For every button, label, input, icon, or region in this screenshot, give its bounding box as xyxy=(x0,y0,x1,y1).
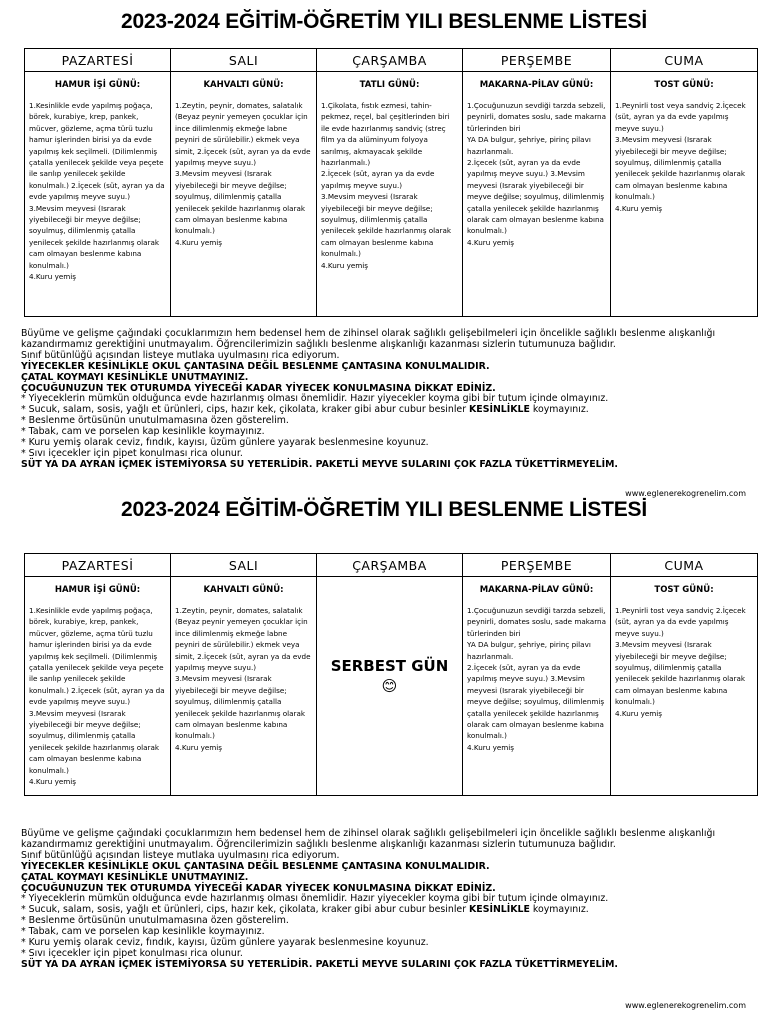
menu-day-items: 1.Kesinlikle evde yapılmış poğaça, börek, kurabiye, krep, pankek, mücver, gözleme, açma türü tuzlu hamur işlerinden birisi ya da evde yapılmış kek seçilmeli. (Dilimlenmiş çatalla yenilecek şekilde veya peçete ile sarılıp yenilecek şekilde konulmalı.) 2.İçecek (süt, ayran ya da evde yapılmış meyve suyu.) 3.Mevsim meyvesi (Israrak yiyebileceği bir meyve değilse; soyulmuş, dilimlenmiş çatalla yenilecek şekilde hazırlanmış olarak cam olmayan beslenme kabına konulmalı.) 4.Kuru yemiş xyxy=(29,606,165,787)
smile-icon: 😊 xyxy=(381,677,398,695)
note-warning: YİYECEKLER KESİNLİKLE OKUL ÇANTASINA DEĞİL BESLENME ÇANTASINA KONULMALIDIR. xyxy=(21,360,490,372)
menu-cell-sali xyxy=(171,72,317,317)
menu-day-theme: TOST GÜNÜ: xyxy=(654,585,714,595)
menu-cell-carsamba xyxy=(317,577,463,796)
day-header-cuma: CUMA xyxy=(611,554,758,577)
day-header-persembe: PERŞEMBE xyxy=(463,554,611,577)
menu-cell-persembe xyxy=(463,72,611,317)
page-title: 2023-2024 EĞİTİM-ÖĞRETİM YILI BESLENME LİSTESİ xyxy=(120,10,648,33)
menu-day-theme: TOST GÜNÜ: xyxy=(654,80,714,90)
menu-day-items: 1.Kesinlikle evde yapılmış poğaça, börek, kurabiye, krep, pankek, mücver, gözleme, açma türü tuzlu hamur işlerinden birisi ya da evde yapılmış kek seçilmeli. (Dilimlenmiş çatalla yenilecek şekilde veya peçete ile sarılıp yenilecek şekilde konulmalı.) 2.İçecek (süt, ayran ya da evde yapılmış meyve suyu.) 3.Mevsim meyvesi (Israrak yiyebileceği bir meyve değilse; soyulmuş, dilimlenmiş çatalla yenilecek şekilde hazırlanmış olarak cam olmayan beslenme kabına konulmalı.) 4.Kuru yemiş xyxy=(29,101,165,282)
menu-cell-pazartesi xyxy=(25,577,171,796)
website-link[interactable]: www.eglenerekogrenelim.com xyxy=(625,489,746,498)
note-bullet: * Tabak, cam ve porselen kap kesinlikle koymayınız. xyxy=(21,426,265,438)
menu-day-theme: HAMUR İŞİ GÜNÜ: xyxy=(54,585,141,595)
note-text: Sınıf bütünlüğü açısından listeye mutlaka uyulmasını rica ediyorum. xyxy=(21,849,340,861)
note-bullet: * Sıvı içecekler için pipet konulması rica olunur. xyxy=(21,447,243,459)
menu-day-items: 1.Çocuğunuzun sevdiği tarzda sebzeli, peynirli, domates soslu, sade makarna türlerinden biri YA DA bulgur, şehriye, pirinç pilavı hazırlanmalı. 2.İçecek (süt, ayran ya da evde yapılmış meyve suyu.) 3.Mevsim meyvesi (Israrak yiyebileceği bir meyve değilse; soyulmuş, dilimlenmiş çatalla yenilecek şekilde hazırlanmış olarak cam olmayan beslenme kabına konulmalı.) 4.Kuru yemiş xyxy=(467,101,607,247)
note-warning: ÇATAL KOYMAYI KESİNLİKLE UNUTMAYINIZ. xyxy=(21,371,249,383)
page-title: 2023-2024 EĞİTİM-ÖĞRETİM YILI BESLENME LİSTESİ xyxy=(120,498,648,521)
menu-day-theme: KAHVALTI GÜNÜ: xyxy=(203,80,284,90)
day-header-persembe: PERŞEMBE xyxy=(463,49,611,72)
note-bullet: * Tabak, cam ve porselen kap kesinlikle koymayınız. xyxy=(21,926,265,938)
menu-day-theme: TATLI GÜNÜ: xyxy=(359,80,420,90)
menu-cell-sali xyxy=(171,577,317,796)
day-header-pazartesi: PAZARTESİ xyxy=(25,49,171,72)
note-warning: ÇOCUĞUNUZUN TEK OTURUMDA YİYECEĞİ KADAR YİYECEK KONULMASINA DİKKAT EDİNİZ. xyxy=(21,382,496,394)
day-header-pazartesi: PAZARTESİ xyxy=(25,554,171,577)
note-warning: ÇATAL KOYMAYI KESİNLİKLE UNUTMAYINIZ. xyxy=(21,871,249,883)
notes-block xyxy=(21,829,756,971)
note-warning: ÇOCUĞUNUZUN TEK OTURUMDA YİYECEĞİ KADAR YİYECEK KONULMASINA DİKKAT EDİNİZ. xyxy=(21,882,496,894)
day-header-carsamba: ÇARŞAMBA xyxy=(317,554,463,577)
menu-day-theme: MAKARNA-PİLAV GÜNÜ: xyxy=(479,585,594,595)
note-text: Sınıf bütünlüğü açısından listeye mutlaka uyulmasını rica ediyorum. xyxy=(21,349,340,361)
menu-day-items: 1.Peynirli tost veya sandviç 2.İçecek (süt, ayran ya da evde yapılmış meyve suyu.) 3.Mevsim meyvesi (Israrak yiyebileceği bir meyve değilse; soyulmuş, dilimlenmiş çatalla yenilecek şekilde hazırlanmış olarak cam olmayan beslenme kabına konulmalı.) 4.Kuru yemiş xyxy=(615,606,746,718)
free-day-label xyxy=(321,657,458,695)
menu-day-items: 1.Çocuğunuzun sevdiği tarzda sebzeli, peynirli, domates soslu, sade makarna türlerinden biri YA DA bulgur, şehriye, pirinç pilavı hazırlanmalı. 2.İçecek (süt, ayran ya da evde yapılmış meyve suyu.) 3.Mevsim meyvesi (Israrak yiyebileceği bir meyve değilse; soyulmuş, dilimlenmiş çatalla yenilecek şekilde hazırlanmış olarak cam olmayan beslenme kabına konulmalı.) 4.Kuru yemiş xyxy=(467,606,607,752)
note-bullet: * Sucuk, salam, sosis, yağlı et ürünleri, cips, hazır kek, çikolata, kraker gibi abur cubur besinler KESİNLİKLE koymayınız. xyxy=(21,904,589,916)
menu-cell-persembe xyxy=(463,577,611,796)
free-day-text: SERBEST GÜN xyxy=(330,657,449,675)
note-bullet: * Beslenme örtüsünün unutulmamasına özen gösterelim. xyxy=(21,415,289,427)
note-bullet: * Yiyeceklerin mümkün olduğunca evde hazırlanmış olması önemlidir. Hazır yiyecekler koyma gibi bir tutum içinde olmayınız. xyxy=(21,393,609,405)
menu-table xyxy=(24,48,758,317)
day-header-carsamba: ÇARŞAMBA xyxy=(317,49,463,72)
menu-cell-pazartesi xyxy=(25,72,171,317)
note-intro: Büyüme ve gelişme çağındaki çocuklarımızın hem bedensel hem de zihinsel olarak sağlıklı gelişebilmeleri için öncelikle sağlıklı beslenme alışkanlığı kazandırmamız gerektiğini unutmayalım. Öğrencilerimizin sağlıklı beslenme alışkanlığı kazanması sizlerin tutumunuza bağlıdır. xyxy=(21,828,716,850)
menu-day-items: 1.Çikolata, fıstık ezmesi, tahin-pekmez, reçel, bal çeşitlerinden biri ile evde hazırlanmış sandviç (streç film ya da alüminyum folyoya sarılmış, akmayacak şekilde hazırlanmalı.) 2.İçecek (süt, ayran ya da evde yapılmış meyve suyu.) 3.Mevsim meyvesi (Israrak yiyebileceği bir meyve değilse; soyulmuş, dilimlenmiş çatalla yenilecek şekilde hazırlanmış olarak cam olmayan beslenme kabına konulmalı.) 4.Kuru yemiş xyxy=(321,101,452,270)
menu-day-theme: MAKARNA-PİLAV GÜNÜ: xyxy=(479,80,594,90)
day-header-sali: SALI xyxy=(171,554,317,577)
note-warning: SÜT YA DA AYRAN İÇMEK İSTEMİYORSA SU YETERLİDİR. PAKETLİ MEYVE SULARINI ÇOK FAZLA TÜKETTİRMEYELİM. xyxy=(21,958,618,970)
note-intro: Büyüme ve gelişme çağındaki çocuklarımızın hem bedensel hem de zihinsel olarak sağlıklı gelişebilmeleri için öncelikle sağlıklı beslenme alışkanlığı kazandırmamız gerektiğini unutmayalım. Öğrencilerimizin sağlıklı beslenme alışkanlığı kazanması sizlerin tutumunuza bağlıdır. xyxy=(21,328,716,350)
menu-table xyxy=(24,553,758,796)
menu-day-items: 1.Zeytin, peynir, domates, salatalık (Beyaz peynir yemeyen çocuklar için ince dilimlenmiş ekmeğe labne peyniri de sürülebilir.) ekmek veya simit, 2.İçecek (süt, ayran ya da evde yapılmış meyve suyu.) 3.Mevsim meyvesi (Israrak yiyebileceği bir meyve değilse; soyulmuş, dilimlenmiş çatalla yenilecek şekilde hazırlanmış olarak cam olmayan beslenme kabına konulmalı.) 4.Kuru yemiş xyxy=(175,101,311,247)
menu-cell-cuma xyxy=(611,72,758,317)
menu-day-items: 1.Peynirli tost veya sandviç 2.İçecek (süt, ayran ya da evde yapılmış meyve suyu.) 3.Mevsim meyvesi (Israrak yiyebileceği bir meyve değilse; soyulmuş, dilimlenmiş çatalla yenilecek şekilde hazırlanmış olarak cam olmayan beslenme kabına konulmalı.) 4.Kuru yemiş xyxy=(615,101,746,213)
menu-day-theme: HAMUR İŞİ GÜNÜ: xyxy=(54,80,141,90)
note-bullet: * Sucuk, salam, sosis, yağlı et ürünleri, cips, hazır kek, çikolata, kraker gibi abur cubur besinler KESİNLİKLE koymayınız. xyxy=(21,404,589,416)
notes-block xyxy=(21,329,756,471)
note-bullet: * Beslenme örtüsünün unutulmamasına özen gösterelim. xyxy=(21,915,289,927)
note-warning: YİYECEKLER KESİNLİKLE OKUL ÇANTASINA DEĞİL BESLENME ÇANTASINA KONULMALIDIR. xyxy=(21,860,490,872)
menu-cell-carsamba xyxy=(317,72,463,317)
menu-cell-cuma xyxy=(611,577,758,796)
menu-day-theme: KAHVALTI GÜNÜ: xyxy=(203,585,284,595)
website-link[interactable]: www.eglenerekogrenelim.com xyxy=(625,1001,746,1010)
note-bullet: * Kuru yemiş olarak ceviz, fındık, kayısı, üzüm günlere yayarak beslenmesine koyunuz. xyxy=(21,437,429,449)
note-bullet: * Yiyeceklerin mümkün olduğunca evde hazırlanmış olması önemlidir. Hazır yiyecekler koyma gibi bir tutum içinde olmayınız. xyxy=(21,893,609,905)
note-bullet: * Sıvı içecekler için pipet konulması rica olunur. xyxy=(21,947,243,959)
note-bullet: * Kuru yemiş olarak ceviz, fındık, kayısı, üzüm günlere yayarak beslenmesine koyunuz. xyxy=(21,937,429,949)
day-header-sali: SALI xyxy=(171,49,317,72)
menu-day-items: 1.Zeytin, peynir, domates, salatalık (Beyaz peynir yemeyen çocuklar için ince dilimlenmiş ekmeğe labne peyniri de sürülebilir.) ekmek veya simit, 2.İçecek (süt, ayran ya da evde yapılmış meyve suyu.) 3.Mevsim meyvesi (Israrak yiyebileceği bir meyve değilse; soyulmuş, dilimlenmiş çatalla yenilecek şekilde hazırlanmış olarak cam olmayan beslenme kabına konulmalı.) 4.Kuru yemiş xyxy=(175,606,311,752)
day-header-cuma: CUMA xyxy=(611,49,758,72)
note-warning: SÜT YA DA AYRAN İÇMEK İSTEMİYORSA SU YETERLİDİR. PAKETLİ MEYVE SULARINI ÇOK FAZLA TÜKETTİRMEYELİM. xyxy=(21,458,618,470)
